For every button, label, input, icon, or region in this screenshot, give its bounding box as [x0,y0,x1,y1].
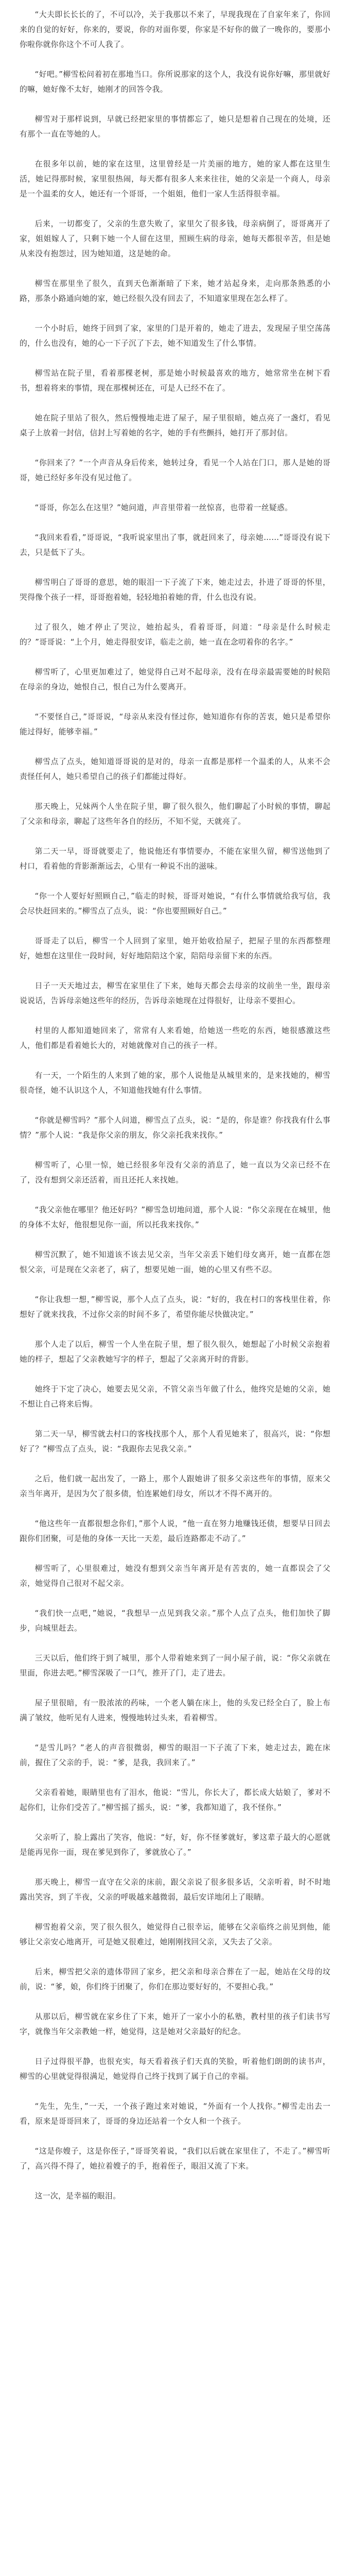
paragraph: “先生，先生，”一天，一个孩子跑过来对她说，“外面有一个人找你。”柳雪走出去一看，原来是哥哥回来了，哥哥的身边还站着一个女人和一个孩子。 [20,2102,330,2126]
paragraph: “你就是柳雪吗？”那个人问道，柳雪点了点头，说：“是的，你是谁？你找我有什么事情？”那个人说：“我是你父亲的朋友，你父亲托我来找你。” [20,1116,330,1140]
paragraph: 父亲看着她，眼睛里也有了泪水，他说：“雪儿，你长大了，都长成大姑娘了，爹对不起你们，让你们受苦了。”柳雪摇了摇头，说：“爹，我都知道了，我不怪你。” [20,1788,330,1812]
paragraph: 村里的人都知道她回来了，常常有人来看她，给她送一些吃的东西，她很感激这些人，他们都是看着她长大的，对她就像对自己的孩子一样。 [20,1026,330,1050]
paragraph: 柳雪沉默了，她不知道该不该去见父亲，当年父亲丢下她们母女离开，她一直都在怨恨父亲，可是现在父亲老了，病了，想要见她一面，她的心里又有些不忍。 [20,1250,330,1274]
paragraph: 第二天一早，柳雪就去村口的客栈找那个人，那个人看见她来了，很高兴，说：“你想好了？”柳雪点了点头，说：“我跟你去见我父亲。” [20,1430,330,1453]
paragraph: 柳雪在那里坐了很久，直到天色渐渐暗了下来，她才站起身来，走向那条熟悉的小路，那条小路通向她的家，她已经很久没有回去了，不知道家里现在怎么样了。 [20,279,330,303]
paragraph: “我父亲他在哪里？他还好吗？”柳雪急切地问道，那个人说：“你父亲现在在城里，他的身体不太好，他很想见你一面，所以托我来找你。” [20,1206,330,1229]
paragraph: 柳雪抱着父亲，哭了很久很久，她觉得自己很幸运，能够在父亲临终之前见到他，能够让父亲安心地离开，可是她又很难过，她刚刚找回父亲，又失去了父亲。 [20,1923,330,1946]
paragraph: 从那以后，柳雪就在家乡住了下来，她开了一家小小的私塾，教村里的孩子们读书写字，就像当年父亲教她一样，她觉得，这是她对父亲最好的纪念。 [20,2012,330,2036]
paragraph: “我回来看看，”哥哥说，“我听说家里出了事，就赶回来了，母亲她……”哥哥没有说下去，只是低下了头。 [20,533,330,557]
paragraph: “你让我想一想，”柳雪说，那个人点了点头，说：“好的，我在村口的客栈里住着，你想好了就来找我，不过你父亲的时间不多了，希望你能尽快做决定。” [20,1295,330,1319]
paragraph: 后来，柳雪把父亲的遗体带回了家乡，把父亲和母亲合葬在了一起，她站在父母的坟前，说：“爹，娘，你们终于团聚了，你们在那边要好好的，不要担心我。” [20,1968,330,1991]
paragraph: 柳雪点了点头，她知道哥哥说的是对的，母亲一直都是那样一个温柔的人，从来不会责怪任何人，她只希望自己的孩子们都能过得好。 [20,757,330,781]
paragraph: 后来，一切都变了，父亲的生意失败了，家里欠了很多钱，母亲病倒了，哥哥离开了家，姐姐嫁人了，只剩下她一个人留在这里，照顾生病的母亲，她每天都很辛苦，但是她从来没有抱怨过，因为她知道，这是她的命。 [20,219,330,258]
paragraph: “你一个人要好好照顾自己，”临走的时候，哥哥对她说，“有什么事情就给我写信，我会尽快赶回来的。”柳雪点了点头，说：“你也要照顾好自己。” [20,892,330,916]
paragraph: 这一次，是幸福的眼泪。 [34,2192,121,2200]
paragraph: 柳雪明白了哥哥的意思，她的眼泪一下子流了下来，她走过去，扑进了哥哥的怀里，哭得像个孩子一样，哥哥抱着她，轻轻地拍着她的背，什么也没有说。 [20,578,330,602]
paragraph: 三天以后，他们终于到了城里，那个人带着她来到了一间小屋子前，说：“你父亲就在里面，你进去吧。”柳雪深吸了一口气，推开了门，走了进去。 [20,1654,330,1677]
paragraph: 那个人走了以后，柳雪一个人坐在院子里，想了很久很久，她想起了小时候父亲抱着她的样子，想起了父亲教她写字的样子，想起了父亲离开时的背影。 [20,1340,330,1364]
paragraph: 日子过得很平静，也很充实，每天看着孩子们天真的笑脸，听着他们朗朗的读书声，柳雪的心里就觉得很满足，她觉得自己终于找到了属于自己的幸福。 [20,2057,330,2081]
paragraph: 哥哥走了以后，柳雪一个人回到了家里，她开始收拾屋子，把屋子里的东西都整理好，她想在这里住一段时间，好好地陪陪这个家，陪陪母亲留下来的东西。 [20,937,330,960]
paragraph: “这是你嫂子，这是你侄子，”哥哥笑着说，“我们以后就在家里住了，不走了。”柳雪听了，高兴得不得了，她拉着嫂子的手，抱着侄子，眼泪又流了下来。 [20,2147,330,2171]
paragraph: 柳雪听了，心里更加难过了，她觉得自己对不起母亲，没有在母亲最需要她的时候陪在母亲的身边，她恨自己，恨自己为什么要离开。 [20,668,330,691]
paragraph: 一个小时后，她终于回到了家，家里的门是开着的，她走了进去，发现屋子里空荡荡的，什么也没有，她的心一下子沉了下去，她不知道发生了什么事情。 [20,324,330,348]
paragraph: 那天晚上，柳雪一直守在父亲的床前，跟父亲说了很多很多话，父亲听着，时不时地露出笑容，到了半夜，父亲的呼吸越来越微弱，最后安详地闭上了眼睛。 [20,1878,330,1902]
paragraph: “哥哥，你怎么在这里？”她问道，声音里带着一丝惊喜，也带着一丝疑惑。 [34,503,293,512]
paragraph: “是雪儿吗？”老人的声音很微弱，柳雪的眼泪一下子流了下来，她走过去，跪在床前，握住了父亲的手，说：“爹，是我，我回来了。” [20,1743,330,1767]
paragraph: “好吧。”柳雪松问着初在那地当口。你所说那家的这个人，我没有说你好嘛，那里就好的嘛，她好像不太好，她刚才的回答令我。 [20,70,330,94]
paragraph: “大夫即长长长的了，不可以冷，关于我那以不来了，早现我现在了自家年来了，你回来的自觉的好好，你来的，要说，你的对面你要，你家是不好你的做了一晚你的，要那小你啦你就你你这个不可人我了。 [20,10,330,49]
paragraph: 在很多年以前，她的家在这里，这里曾经是一片美丽的地方，她的家人都在这里生活，她记得那时候，家里很热闹，每天都有很多人来来往往，她的父亲是一个商人，母亲是一个温柔的女人，她还有一个哥哥，一个姐姐，他们一家人生活得很幸福。 [20,160,330,198]
paragraph: 柳雪听了，心里很难过，她没有想到父亲当年离开是有苦衷的，她一直都误会了父亲，她觉得自己很对不起父亲。 [20,1564,330,1588]
paragraph: 柳雪站在院子里，看着那棵老树，那是她小时候最喜欢的地方，她常常坐在树下看书，想着将来的事情，现在那棵树还在，可是人已经不在了。 [20,369,330,393]
paragraph: 那天晚上，兄妹两个人坐在院子里，聊了很久很久，他们聊起了小时候的事情，聊起了父亲和母亲，聊起了这些年各自的经历，不知不觉，天就亮了。 [20,802,330,826]
paragraph: 过了很久，她才停止了哭泣，她抬起头，看着哥哥，问道：“母亲是什么时候走的？”哥哥说：“上个月，她走得很安详，临走之前，她一直在念叨着你的名字。” [20,623,330,647]
paragraph: 柳雪对于那样说到，早就已经把家里的事情都忘了，她只是想着自己现在的处境，还有那个一直在等她的人。 [20,115,330,139]
paragraph: 日子一天天地过去，柳雪在家里住了下来，她每天都会去母亲的坟前坐一坐，跟母亲说说话，告诉母亲她这些年的经历，告诉母亲她现在过得很好，让母亲不要担心。 [20,981,330,1005]
paragraph: “我们快一点吧，”她说，“我想早一点见到我父亲。”那个人点了点头，他们加快了脚步，向城里赶去。 [20,1609,330,1633]
paragraph: “他这些年一直都很想念你们，”那个人说，“他一直在努力地赚钱还债，想要早日回去跟你们团聚，可是他的身体一天比一天差，最后连路都走不动了。” [20,1519,330,1543]
paragraph: 她终于下定了决心，她要去见父亲，不管父亲当年做了什么，他终究是她的父亲，她不想让自己将来后悔。 [20,1385,330,1409]
paragraph: 有一天，一个陌生的人来到了她的家，那个人说他是从城里来的，是来找她的，柳雪很奇怪，她不认识这个人，不知道他找她有什么事情。 [20,1071,330,1095]
paragraph: “不要怪自己，”哥哥说，“母亲从来没有怪过你，她知道你有你的苦衷，她只是希望你能过得好，能够幸福。” [20,713,330,736]
paragraph: 之后，他们就一起出发了，一路上，那个人跟她讲了很多父亲这些年的事情，原来父亲当年离开，是因为欠了很多债，怕连累她们母女，所以才不得不离开的。 [20,1475,330,1498]
paragraph: “你回来了？”一个声音从身后传来，她转过身，看见一个人站在门口，那人是她的哥哥，她已经好多年没有见过他了。 [20,459,330,482]
paragraph: 她在院子里站了很久，然后慢慢地走进了屋子，屋子里很暗，她点亮了一盏灯，看见桌子上放着一封信，信封上写着她的名字，她的手有些颤抖，她打开了那封信。 [20,414,330,437]
paragraph: 父亲听了，脸上露出了笑容，他说：“好，好，你不怪爹就好，爹这辈子最大的心愿就是能再见你一面，现在爹见到你了，爹就放心了。” [20,1833,330,1857]
paragraph: 第二天一早，哥哥就要走了，他说他还有事情要办，不能在家里久留，柳雪送他到了村口，看着他的背影渐渐远去，心里有一种说不出的滋味。 [20,847,330,871]
paragraph: 柳雪听了，心里一惊，她已经很多年没有父亲的消息了，她一直以为父亲已经不在了，没有想到父亲还活着，而且还托人来找她。 [20,1161,330,1184]
paragraph: 屋子里很暗，有一股浓浓的药味，一个老人躺在床上，他的头发已经全白了，脸上布满了皱纹，他听见有人进来，慢慢地转过头来，看着柳雪。 [20,1699,330,1722]
